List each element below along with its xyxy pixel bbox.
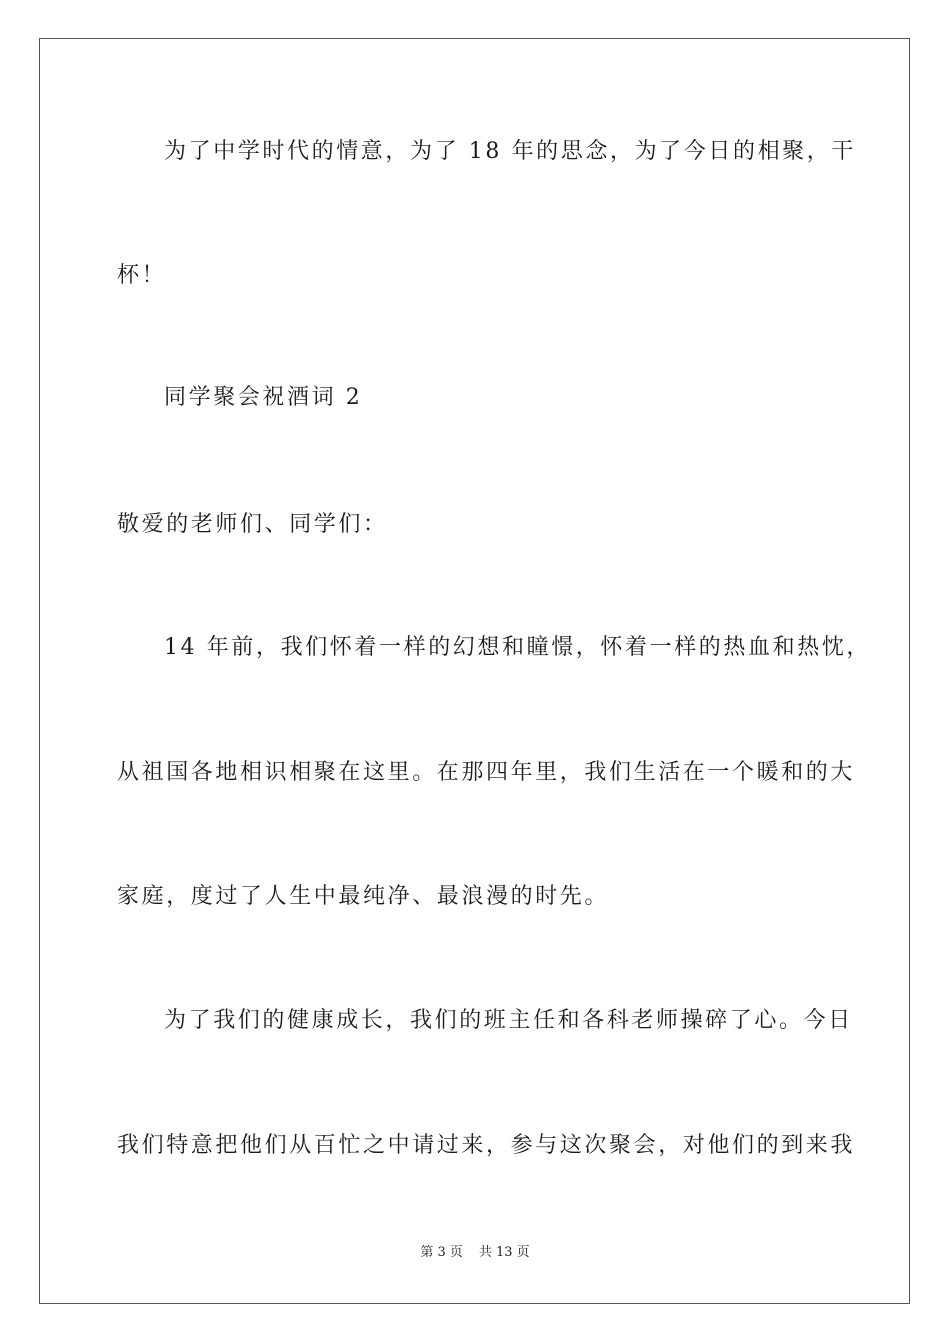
paragraph-line-1: 为了中学时代的情意，为了 18 年的思念，为了今日的相聚，干 <box>164 139 856 164</box>
paragraph-line-3: 14 年前，我们怀着一样的幻想和瞳憬，怀着一样的热血和热忱， <box>164 635 871 660</box>
page-footer <box>0 1244 950 1262</box>
paragraph-line-5: 家庭，度过了人生中最纯净、最浪漫的时先。 <box>117 884 610 909</box>
section-heading: 同学聚会祝酒词 2 <box>164 385 363 410</box>
paragraph-line-6: 为了我们的健康成长，我们的班主任和各科老师操碎了心。今日 <box>164 1008 853 1033</box>
page-total: 共 13 页 <box>478 1245 530 1260</box>
salutation-line: 敬爱的老师们、同学们： <box>117 512 388 537</box>
paragraph-line-4: 从祖国各地相识相聚在这里。在那四年里，我们生活在一个暖和的大 <box>117 760 856 785</box>
paragraph-line-2: 杯！ <box>117 263 167 288</box>
page-frame <box>39 38 910 1304</box>
paragraph-line-7: 我们特意把他们从百忙之中请过来，参与这次聚会，对他们的到来我 <box>117 1133 856 1158</box>
page-number: 第 3 页 <box>420 1245 463 1260</box>
